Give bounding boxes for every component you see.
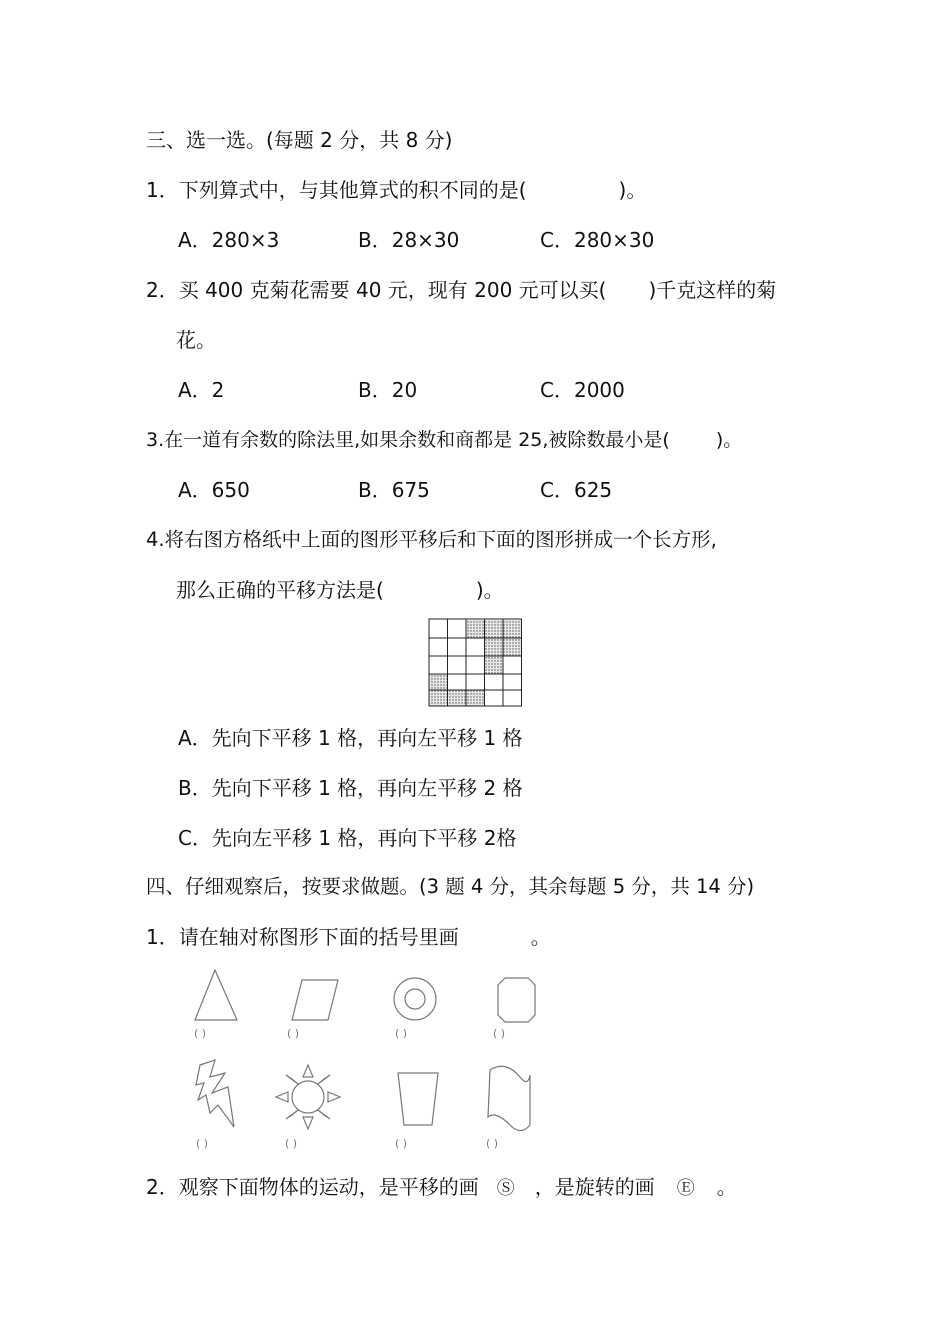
symmetry-shapes-figure <box>190 965 540 1155</box>
q2-stem <box>146 277 776 303</box>
translation-grid-figure <box>428 618 523 708</box>
s4-q2-stem-text: 2．观察下面物体的运动，是平移的画 <box>146 1175 479 1199</box>
q2-option-c[interactable]: C．2000 <box>540 378 625 402</box>
q4-option-c[interactable]: C．先向左平移 1 格，再向下平移 2格 <box>178 826 517 850</box>
lower-shape-cell <box>466 690 485 706</box>
upper-shape-cell <box>503 620 522 638</box>
upper-shape-cell <box>466 620 485 638</box>
section4-title: 四、仔细观察后，按要求做题。(3 题 4 分，其余每题 5 分，共 14 分) <box>146 875 755 898</box>
q1-stem-end: )。 <box>618 178 647 202</box>
s4-q1-stem-text: 1．请在轴对称图形下面的括号里画 <box>146 925 459 949</box>
q1-option-b[interactable]: B．28×30 <box>358 228 460 252</box>
s4-q1-stem <box>146 924 551 950</box>
parallelogram-icon <box>292 980 338 1020</box>
q3-stem-text: 3.在一道有余数的除法里,如果余数和商都是 25,被除数最小是( <box>146 429 670 451</box>
paren-blank[interactable]: ( ) <box>196 1137 209 1150</box>
lower-shape-cell <box>429 690 448 706</box>
q3-stem-end: )。 <box>715 429 743 451</box>
s4-q2-stem <box>146 1174 737 1202</box>
q1-option-c[interactable]: C．280×30 <box>540 228 655 252</box>
upper-shape-cell <box>485 638 504 656</box>
paren-blank[interactable]: ( ) <box>486 1137 499 1150</box>
ring-inner-icon <box>405 989 425 1009</box>
lightning-icon <box>196 1060 234 1127</box>
q4-stem: 4.将右图方格纸中上面的图形平移后和下面的图形拼成一个长方形, <box>146 528 717 551</box>
triangle-icon <box>195 970 237 1020</box>
q2-stem-end: 花。 <box>176 328 216 352</box>
paren-blank[interactable]: ( ) <box>493 1027 506 1040</box>
upper-shape-cell <box>485 656 504 674</box>
upper-shape-cell <box>485 620 504 638</box>
paren-blank[interactable]: ( ) <box>285 1137 298 1150</box>
trapezoid-icon <box>398 1073 438 1125</box>
q2-stem-text: 2．买 400 克菊花需要 40 元，现有 200 元可以买( <box>146 278 607 302</box>
wave-flag-icon <box>488 1066 530 1130</box>
q4-stem-end: )。 <box>475 578 504 602</box>
paren-blank[interactable]: ( ) <box>287 1027 300 1040</box>
octagon-icon <box>498 978 535 1022</box>
q4-stem-text: 那么正确的平移方法是( <box>176 578 384 602</box>
lower-shape-cell <box>448 690 467 706</box>
q4-option-b[interactable]: B．先向下平移 1 格，再向左平移 2 格 <box>178 776 523 800</box>
paren-blank[interactable]: ( ) <box>395 1137 408 1150</box>
paren-blank[interactable]: ( ) <box>194 1027 207 1040</box>
q3-stem <box>146 427 742 453</box>
symmetry-shapes-panel <box>190 965 540 1155</box>
q2-stem-cont: )千克这样的菊 <box>648 278 777 302</box>
q3-option-c[interactable]: C．625 <box>540 478 613 502</box>
ring-icon <box>394 978 436 1020</box>
q2-option-a[interactable]: A．2 <box>178 378 225 402</box>
q1-stem <box>146 177 646 203</box>
paren-blank[interactable]: ( ) <box>395 1027 408 1040</box>
s4-q2-stem-end: 。 <box>716 1175 737 1199</box>
lower-shape-cell <box>429 674 448 690</box>
q3-option-b[interactable]: B．675 <box>358 478 430 502</box>
section3-title: 三、选一选。(每题 2 分，共 8 分) <box>146 128 453 152</box>
translate-symbol-icon: Ⓢ <box>496 1178 515 1199</box>
sun-icon <box>276 1065 340 1129</box>
q3-option-a[interactable]: A．650 <box>178 478 250 502</box>
s4-q1-stem-end: 。 <box>530 925 551 949</box>
s4-q2-stem-mid: ，是旋转的画 <box>534 1175 655 1199</box>
q2-option-b[interactable]: B．20 <box>358 378 418 402</box>
q1-stem-text: 1．下列算式中，与其他算式的积不同的是( <box>146 178 527 202</box>
rotate-symbol-icon: Ⓔ <box>676 1178 695 1199</box>
q4-stem-2 <box>176 577 504 603</box>
q4-option-a[interactable]: A．先向下平移 1 格，再向左平移 1 格 <box>178 726 523 750</box>
upper-shape-cell <box>503 638 522 656</box>
q1-option-a[interactable]: A．280×3 <box>178 228 280 252</box>
